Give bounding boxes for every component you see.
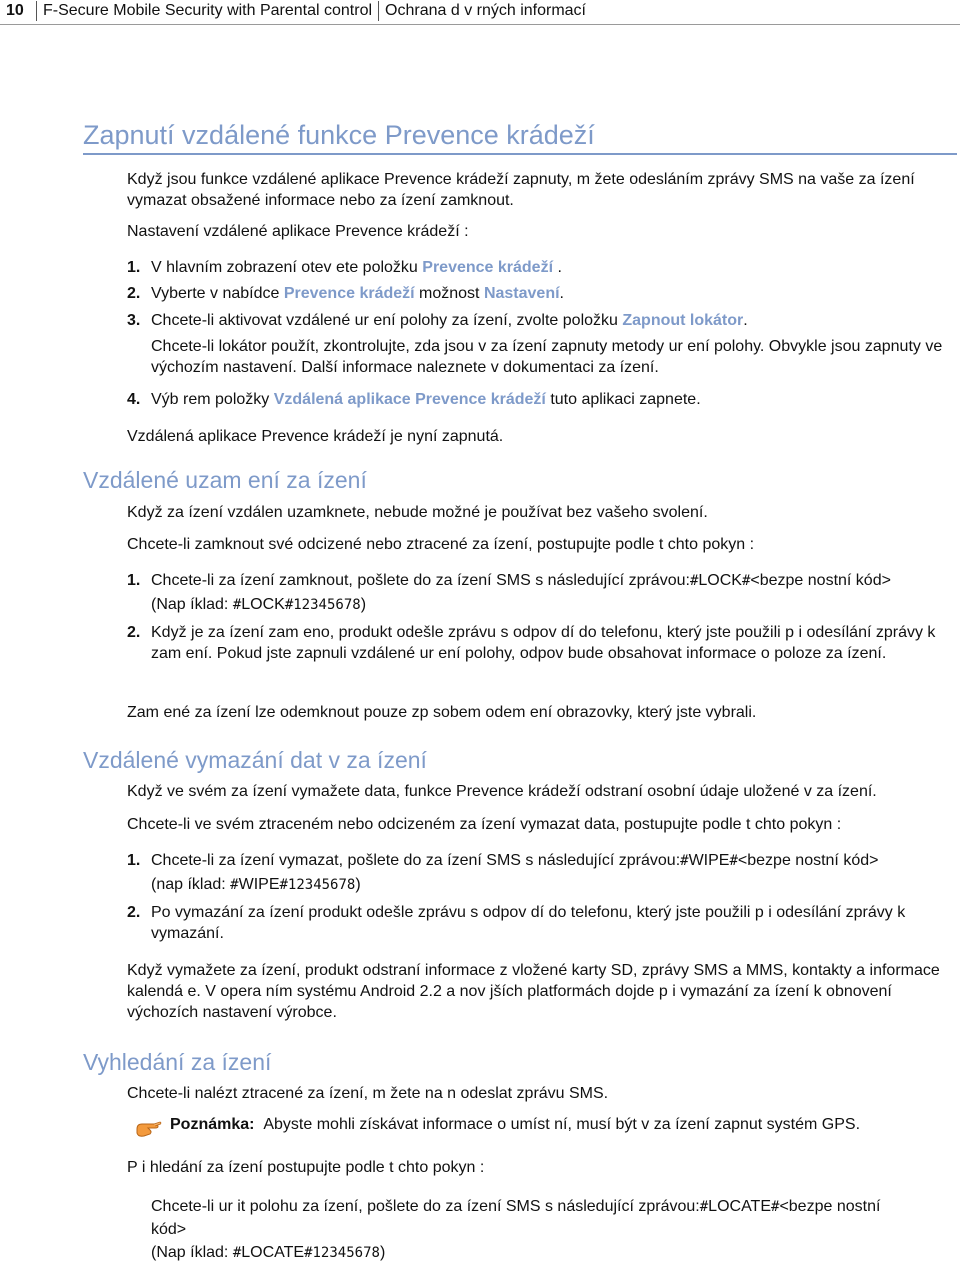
example-close: )	[379, 1244, 386, 1261]
cmd-hash: #	[771, 1199, 780, 1215]
header-divider	[36, 1, 37, 21]
step-text: .	[559, 285, 564, 302]
lock-p3: Zam ené za ízení lze odemknout pouze zp sobem odem ení obrazovky, který jste vybrali.	[127, 704, 757, 721]
cmd-word: LOCATE	[708, 1198, 771, 1215]
lock-step-1-example	[151, 594, 957, 616]
section-title-wipe: Vzdálené vymazání dat v za ízení	[83, 747, 427, 773]
step-number: 2.	[127, 904, 141, 921]
example-close: )	[360, 596, 367, 613]
find-command-param-cont: kód>	[151, 1221, 187, 1238]
step-number: 1.	[127, 259, 141, 276]
lock-step-2: Když je za ízení zam eno, produkt odešle zprávu s odpov dí do telefonu, který jste použili p i odesílání zprávy k zam ení. Pokud jste zapnuli vzdálené ur ení polohy, odpov bude obsahovat informace o poloze za ízení.	[151, 624, 936, 662]
step-text: tuto aplikaci zapnete.	[545, 391, 701, 408]
cmd-param: <bezpe nostní kód>	[737, 852, 879, 869]
wipe-step-1	[151, 850, 957, 872]
theft-step-1	[151, 257, 957, 278]
header-product: F-Secure Mobile Security with Parental control	[43, 2, 373, 19]
theft-step-3	[151, 310, 957, 331]
find-command	[151, 1196, 957, 1218]
step-text: Chcete-li za ízení vymazat, pošlete do za ízení SMS s následující zprávou:	[151, 852, 681, 869]
wipe-p3: Když vymažete za ízení, produkt odstraní informace z vložené karty SD, zprávy SMS a MMS, kontakty a informace kalendá e. V opera ním systému Android 2.2 a nov jších platformách dojde p i vymazání za ízení k obnovení výchozích nastavení výrobce.	[127, 962, 940, 1021]
cmd-hash: #	[729, 853, 738, 869]
cmd-word: WIPE	[238, 876, 280, 893]
step-number: 2.	[127, 285, 141, 302]
example-label: (Nap íklad:	[151, 1244, 233, 1261]
theft-settings-label: Nastavení vzdálené aplikace Prevence krádeží :	[127, 223, 469, 240]
example-code: #12345678	[284, 597, 361, 613]
step-number: 1.	[127, 852, 141, 869]
page-header	[0, 0, 960, 25]
step-number: 1.	[127, 572, 141, 589]
step-number: 3.	[127, 312, 141, 329]
note-label: Poznámka:	[170, 1116, 255, 1133]
lock-p2: Chcete-li zamknout své odcizené nebo ztracené za ízení, postupujte podle t chto pokyn :	[127, 536, 755, 553]
cmd-param: <bezpe nostní kód>	[750, 572, 891, 589]
example-code: #12345678	[279, 877, 356, 893]
find-note	[170, 1114, 960, 1135]
step-text: Vyberte v nabídce	[151, 285, 284, 302]
cmd-hash: #	[689, 573, 699, 589]
ui-ref: Prevence krádeží	[422, 259, 554, 276]
step-text: .	[743, 312, 748, 329]
ui-ref: Zapnout lokátor	[622, 312, 744, 329]
header-divider	[378, 1, 379, 21]
theft-step-2	[151, 283, 957, 304]
step-number: 2.	[127, 624, 141, 641]
wipe-step-1-example	[151, 874, 957, 896]
example-label: (nap íklad:	[151, 876, 231, 893]
wipe-step-2: Po vymazání za ízení produkt odešle zprávu s odpov dí do telefonu, který jste použili p i odesílání zprávy k vymazání.	[151, 904, 906, 942]
cmd-hash: #	[741, 573, 751, 589]
ui-ref: Prevence krádeží	[283, 285, 415, 302]
step-text: V hlavním zobrazení otev ete položku	[151, 259, 423, 276]
lock-p1: Když za ízení vzdálen uzamknete, nebude možné je používat bez vašeho svolení.	[127, 504, 708, 521]
find-example	[151, 1242, 957, 1264]
cmd-word: LOCATE	[241, 1244, 305, 1261]
section-title-theft: Zapnutí vzdálené funkce Prevence krádeží	[83, 118, 957, 155]
cmd-hash: #	[699, 1199, 709, 1215]
cmd-hash: #	[232, 1245, 242, 1261]
find-p2: P i hledání za ízení postupujte podle t chto pokyn :	[127, 1159, 485, 1176]
theft-intro: Když jsou funkce vzdálené aplikace Prevence krádeží zapnuty, m žete odesláním zprávy SMS na vaše za ízení vymazat obsažené informace nebo za ízení zamknout.	[127, 171, 915, 209]
theft-step-3-detail: Chcete-li lokátor použít, zkontrolujte, zda jsou v za ízení zapnuty metody ur ení polohy. Obvykle jsou zapnuty ve výchozím nastavení. Další informace naleznete v dokumentaci za ízení.	[151, 338, 943, 376]
ui-ref: Vzdálená aplikace Prevence krádeží	[273, 391, 546, 408]
step-number: 4.	[127, 391, 141, 408]
example-close: )	[355, 876, 361, 893]
header-chapter: Ochrana d v rných informací	[385, 2, 586, 19]
cmd-hash: #	[232, 597, 242, 613]
step-text: .	[553, 259, 562, 276]
step-text: Chcete-li aktivovat vzdálené ur ení polohy za ízení, zvolte položku	[151, 312, 623, 329]
step-text: Výb rem položky	[151, 391, 274, 408]
pointing-hand-icon	[134, 1117, 162, 1139]
cmd-hash: #	[680, 853, 689, 869]
cmd-word: WIPE	[688, 852, 730, 869]
find-p1: Chcete-li nalézt ztracené za ízení, m žete na n odeslat zprávu SMS.	[127, 1085, 609, 1102]
cmd-word: LOCK	[241, 596, 285, 613]
note-text: Abyste mohli získávat informace o umíst ní, musí být v za ízení zapnut systém GPS.	[263, 1116, 861, 1133]
cmd-hash: #	[230, 877, 239, 893]
section-title-lock: Vzdálené uzam ení za ízení	[83, 467, 367, 493]
step-text: možnost	[414, 285, 484, 302]
example-code: #12345678	[304, 1245, 380, 1261]
page-number: 10	[6, 2, 24, 19]
theft-result: Vzdálená aplikace Prevence krádeží je nyní zapnutá.	[127, 428, 504, 445]
wipe-p2: Chcete-li ve svém ztraceném nebo odcizeném za ízení vymazat data, postupujte podle t chto pokyn :	[127, 816, 842, 833]
section-title-find: Vyhledání za ízení	[83, 1049, 272, 1075]
example-label: (Nap íklad:	[151, 596, 233, 613]
theft-step-4	[151, 389, 957, 410]
cmd-param: <bezpe nostní	[779, 1198, 881, 1215]
step-text: Chcete-li ur it polohu za ízení, pošlete do za ízení SMS s následující zprávou:	[151, 1198, 700, 1215]
wipe-p1: Když ve svém za ízení vymažete data, funkce Prevence krádeží odstraní osobní údaje uložené v za ízení.	[127, 783, 877, 800]
lock-step-1	[151, 570, 957, 592]
step-text: Chcete-li za ízení zamknout, pošlete do za ízení SMS s následující zprávou:	[151, 572, 690, 589]
ui-ref: Nastavení	[483, 285, 560, 302]
cmd-word: LOCK	[698, 572, 742, 589]
